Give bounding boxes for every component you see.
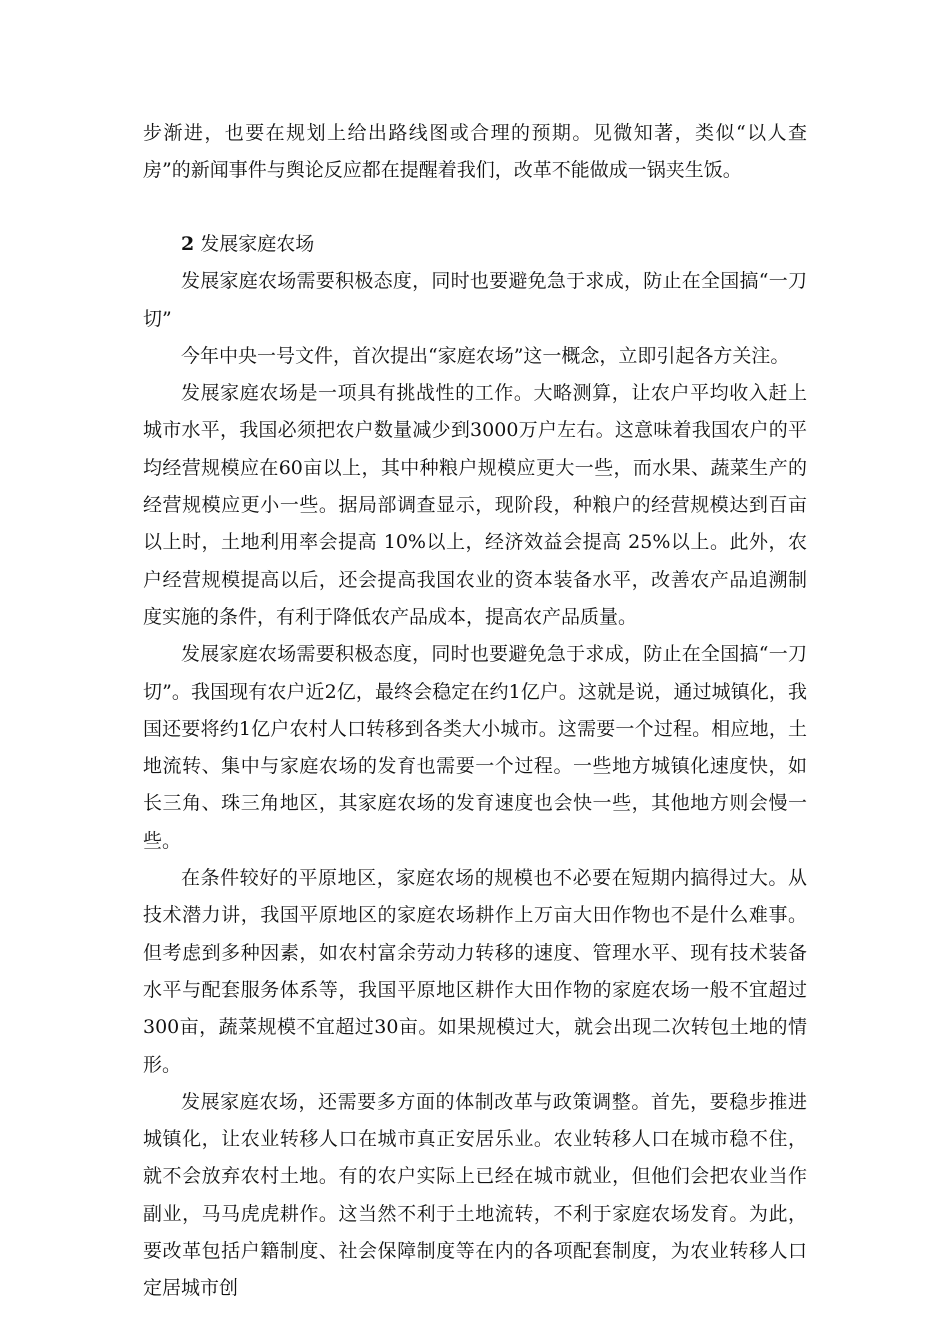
body-paragraph: 发展家庭农场需要积极态度，同时也要避免急于求成，防止在全国搞“一刀切” xyxy=(143,270,807,330)
continuation-block xyxy=(143,115,807,190)
section-number: 2 xyxy=(181,233,195,255)
body-paragraph: 发展家庭农场需要积极态度，同时也要避免急于求成，防止在全国搞“一刀切”。我国现有农户近2亿，最终会稳定在约1亿户。这就是说，通过城镇化，我国还要将约1亿户农村人口转移到各类大小城市。这需要一个过程。相应地，土地流转、集中与家庭农场的发育也需要一个过程。一些地方城镇化速度快，如长三角、珠三角地区，其家庭农场的发育速度也会快一些，其他地方则会慢一些。 xyxy=(143,643,807,852)
section-heading xyxy=(143,226,807,263)
continuation-paragraph: 步渐进，也要在规划上给出路线图或合理的预期。见微知著，类似“以人查房”的新闻事件与舆论反应都在提醒着我们，改革不能做成一锅夹生饭。 xyxy=(143,122,807,182)
body-paragraph: 发展家庭农场，还需要多方面的体制改革与政策调整。首先，要稳步推进城镇化，让农业转移人口在城市真正安居乐业。农业转移人口在城市稳不住，就不会放弃农村土地。有的农户实际上已经在城市就业，但他们会把农业当作副业，马马虎虎耕作。这当然不利于土地流转，不利于家庭农场发育。为此，要改革包括户籍制度、社会保障制度等在内的各项配套制度，为农业转移人口定居城市创 xyxy=(143,1090,807,1300)
body-paragraph: 今年中央一号文件，首次提出“家庭农场”这一概念，立即引起各方关注。 xyxy=(181,344,790,367)
section-title: 发展家庭农场 xyxy=(200,233,315,255)
body-paragraph: 发展家庭农场是一项具有挑战性的工作。大略测算，让农户平均收入赶上城市水平，我国必须把农户数量减少到3000万户左右。这意味着我国农户的平均经营规模应在60亩以上，其中种粮户规模应更大一些，而水果、蔬菜生产的经营规模应更小一些。据局部调查显示，现阶段，种粮户的经营规模达到百亩以上时，土地利用率会提高 10%以上，经济效益会提高 25%以上。此外，农户经营规模提高以后，还会提高我国农业的资本装备水平，改善农产品追溯制度实施的条件，有利于降低农产品成本，提高农产品质量。 xyxy=(143,382,807,628)
section-block xyxy=(143,226,807,1308)
body-paragraph: 在条件较好的平原地区，家庭农场的规模也不必要在短期内搞得过大。从技术潜力讲，我国平原地区的家庭农场耕作上万亩大田作物也不是什么难事。但考虑到多种因素，如农村富余劳动力转移的速度、管理水平、现有技术装备水平与配套服务体系等，我国平原地区耕作大田作物的家庭农场一般不宜超过300亩，蔬菜规模不宜超过30亩。如果规模过大，就会出现二次转包土地的情形。 xyxy=(143,867,807,1076)
